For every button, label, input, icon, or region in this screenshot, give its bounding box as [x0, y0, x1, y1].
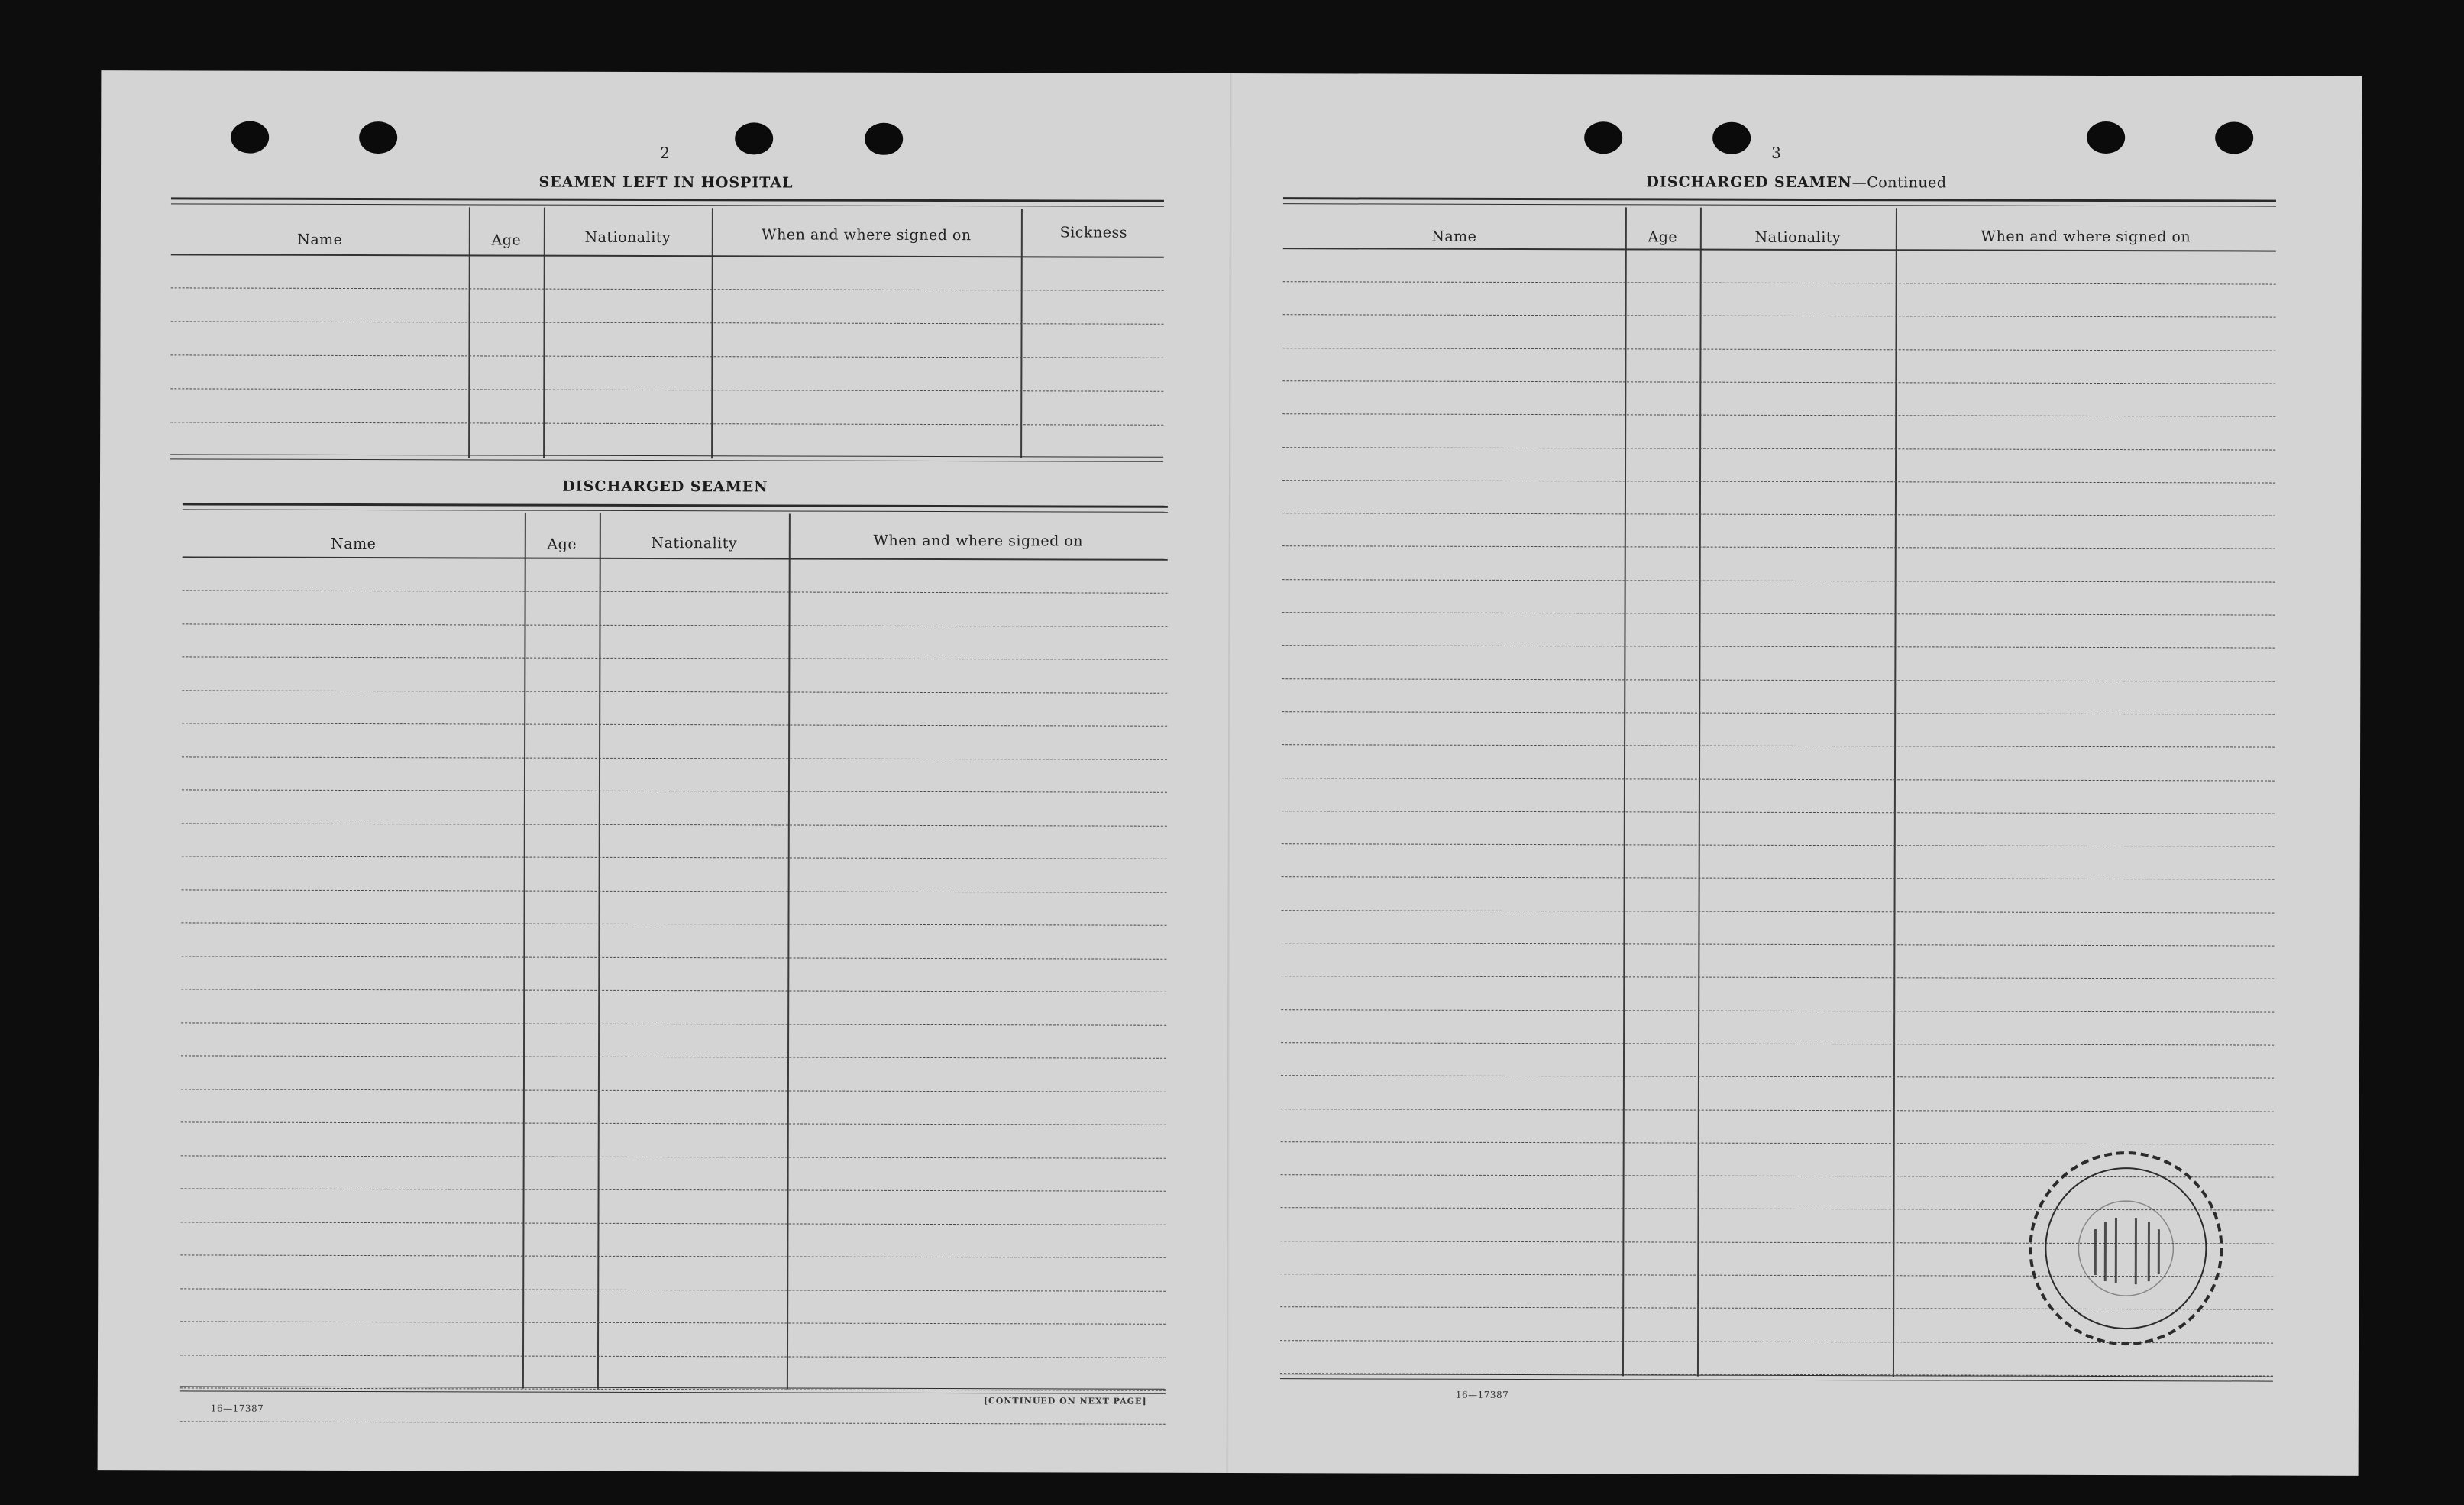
- column-header-nationality: Nationality: [651, 535, 738, 552]
- table-row-rule: [1282, 546, 2275, 549]
- table-row-rule: [183, 623, 1168, 626]
- table-row-rule: [182, 823, 1167, 826]
- column-header-signed-on: When and where signed on: [762, 226, 972, 244]
- table-row-rule: [181, 956, 1166, 959]
- table-row-rule: [183, 590, 1168, 593]
- table-row-rule: [180, 1354, 1166, 1358]
- page-number: 3: [1771, 143, 1781, 162]
- table-row-rule: [181, 1121, 1166, 1125]
- table-row-rule: [182, 889, 1167, 892]
- table-row-rule: [182, 756, 1167, 759]
- column-header-age: Age: [547, 536, 577, 553]
- continued-note: [CONTINUED ON NEXT PAGE]: [983, 1396, 1147, 1406]
- table-row-rule: [1281, 943, 2274, 946]
- right-page: [1228, 73, 2362, 1476]
- table-row-rule: [1282, 711, 2275, 714]
- table-row-rule: [182, 856, 1167, 859]
- table-row-rule: [181, 1022, 1166, 1025]
- table-row-rule: [180, 1288, 1166, 1291]
- table-row-rule: [1282, 678, 2275, 681]
- discharged-continued-title: [1499, 173, 2094, 192]
- table-row-rule: [1282, 778, 2275, 781]
- table-row-rule: [181, 1155, 1166, 1158]
- column-header-nationality: Nationality: [584, 228, 671, 247]
- column-header-name: Name: [297, 231, 343, 248]
- table-row-rule: [1282, 744, 2275, 747]
- column-header-age: Age: [491, 231, 522, 249]
- table-row-rule: [1282, 877, 2275, 880]
- table-row-rule: [181, 1089, 1166, 1092]
- table-row-rule: [181, 922, 1166, 925]
- table-row-rule: [182, 723, 1167, 726]
- table-row-rule: [180, 1254, 1166, 1257]
- table-row-rule: [1282, 480, 2275, 483]
- table-row-rule: [1282, 380, 2275, 384]
- table-row-rule: [182, 690, 1167, 693]
- table-row-rule: [1282, 645, 2275, 648]
- table-row-rule: [1282, 811, 2275, 814]
- table-row-rule: [1282, 843, 2275, 846]
- table-row-rule: [181, 1055, 1166, 1058]
- table-row-rule: [181, 989, 1166, 992]
- column-header-nationality: Nationality: [1754, 228, 1842, 247]
- form-code: 16—17387: [210, 1403, 264, 1414]
- table-row-rule: [1282, 612, 2275, 615]
- column-header-name: Name: [331, 535, 377, 553]
- section-title: DISCHARGED SEAMEN: [1646, 173, 1852, 192]
- table-row-rule: [182, 789, 1167, 792]
- table-row-rule: [1282, 413, 2275, 416]
- table-row-rule: [1281, 1075, 2274, 1078]
- table-row-rule: [1281, 1042, 2274, 1045]
- hospital-section-title: SEAMEN LEFT IN HOSPITAL: [538, 173, 794, 192]
- table-row-rule: [1282, 513, 2275, 516]
- table-row-rule: [181, 1188, 1166, 1191]
- form-code: 16—17387: [1455, 1389, 1509, 1400]
- table-row-rule: [180, 1321, 1166, 1324]
- table-row-rule: [1282, 910, 2275, 913]
- table-row-rule: [1281, 1009, 2274, 1012]
- page-number: 2: [660, 144, 670, 163]
- table-row-rule: [1282, 447, 2275, 450]
- column-header-signed-on: When and where signed on: [873, 532, 1084, 550]
- table-row-rule: [1281, 1141, 2274, 1144]
- date-stamp: [2023, 1145, 2230, 1352]
- column-header-signed-on: When and where signed on: [1981, 228, 2191, 246]
- table-row-rule: [180, 1421, 1166, 1424]
- table-row-rule: [182, 656, 1167, 659]
- column-header-sickness: Sickness: [1059, 224, 1127, 241]
- discharged-table: [180, 503, 1168, 1406]
- discharged-section-title: DISCHARGED SEAMEN: [562, 477, 768, 496]
- table-row-rule: [1283, 314, 2276, 317]
- table-row-rule: [1283, 281, 2276, 284]
- table-row-rule: [180, 1222, 1166, 1225]
- table-row-rule: [1282, 348, 2275, 351]
- table-row-rule: [1281, 1109, 2274, 1112]
- table-row-rule: [1282, 579, 2275, 582]
- section-title-suffix: —Continued: [1851, 174, 1947, 192]
- left-page: [98, 70, 1232, 1473]
- column-header-name: Name: [1431, 228, 1477, 245]
- document-sheet: [98, 70, 2362, 1476]
- column-header-age: Age: [1648, 228, 1678, 246]
- table-row-rule: [1281, 976, 2274, 979]
